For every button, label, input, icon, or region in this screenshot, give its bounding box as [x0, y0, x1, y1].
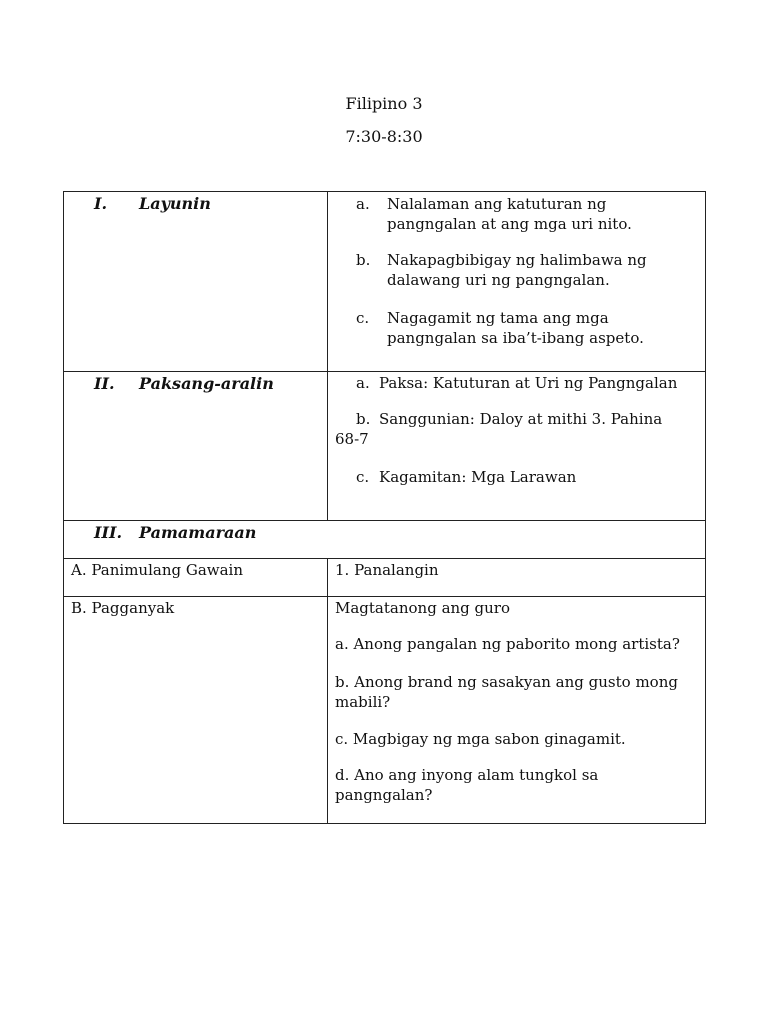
topic-text: Sanggunian: Daloy at mithi 3. Pahina: [379, 410, 663, 428]
objective-text: Nalalaman ang katuturan ng: [387, 195, 607, 213]
question-item: b. Anong brand ng sasakyan ang gusto mong: [335, 673, 678, 691]
objectives-cell: [328, 192, 706, 372]
topic-text: Kagamitan: Mga Larawan: [379, 468, 577, 486]
activity-content: 1. Panalangin: [335, 561, 439, 579]
objective-text: pangngalan at ang mga uri nito.: [387, 215, 632, 233]
lesson-plan-table: [63, 191, 706, 824]
table-row: [64, 372, 706, 521]
topic-cell: [328, 372, 706, 521]
topic-text: Paksa: Katuturan at Uri ng Pangngalan: [379, 374, 678, 392]
section-number: II.: [94, 374, 115, 393]
question-item: d. Ano ang inyong alam tungkol sa: [335, 766, 599, 784]
section-number: I.: [94, 194, 108, 213]
objective-text: pangngalan sa iba’t-ibang aspeto.: [387, 329, 644, 347]
section-title: Pamamaraan: [139, 523, 257, 542]
objective-text: dalawang uri ng pangngalan.: [387, 271, 610, 289]
motivation-label: B. Pagganyak: [71, 599, 175, 617]
section-number: III.: [94, 523, 123, 542]
activity-content-cell: [328, 559, 706, 597]
objective-marker: a.: [356, 195, 370, 213]
table-row: [64, 521, 706, 559]
table-row: [64, 192, 706, 372]
section-title: Paksang-aralin: [139, 374, 274, 393]
objective-text: Nakapagbibigay ng halimbawa ng: [387, 251, 647, 269]
section-header-layunin: [64, 192, 328, 372]
section-header-pamamaraan: [64, 521, 706, 559]
subject-title: Filipino 3: [345, 94, 423, 113]
question-item-continued: pangngalan?: [335, 786, 433, 804]
objective-marker: b.: [356, 251, 371, 269]
topic-marker: b.: [356, 410, 371, 428]
question-item-continued: mabili?: [335, 693, 391, 711]
table-row: [64, 597, 706, 824]
topic-marker: a.: [356, 374, 370, 392]
activity-label-cell: [64, 559, 328, 597]
motivation-content-cell: [328, 597, 706, 824]
question-item: a. Anong pangalan ng paborito mong artista?: [335, 635, 680, 653]
class-time: 7:30-8:30: [345, 127, 423, 146]
objective-text: Nagagamit ng tama ang mga: [387, 309, 609, 327]
motivation-intro: Magtatanong ang guro: [335, 599, 511, 617]
table-row: [64, 559, 706, 597]
section-title: Layunin: [139, 194, 211, 213]
activity-label: A. Panimulang Gawain: [71, 561, 244, 579]
question-item: c. Magbigay ng mga sabon ginagamit.: [335, 730, 626, 748]
section-header-paksang-aralin: [64, 372, 328, 521]
motivation-label-cell: [64, 597, 328, 824]
objective-marker: c.: [356, 309, 370, 327]
topic-marker: c.: [356, 468, 370, 486]
topic-text-continued: 68-7: [335, 430, 369, 448]
